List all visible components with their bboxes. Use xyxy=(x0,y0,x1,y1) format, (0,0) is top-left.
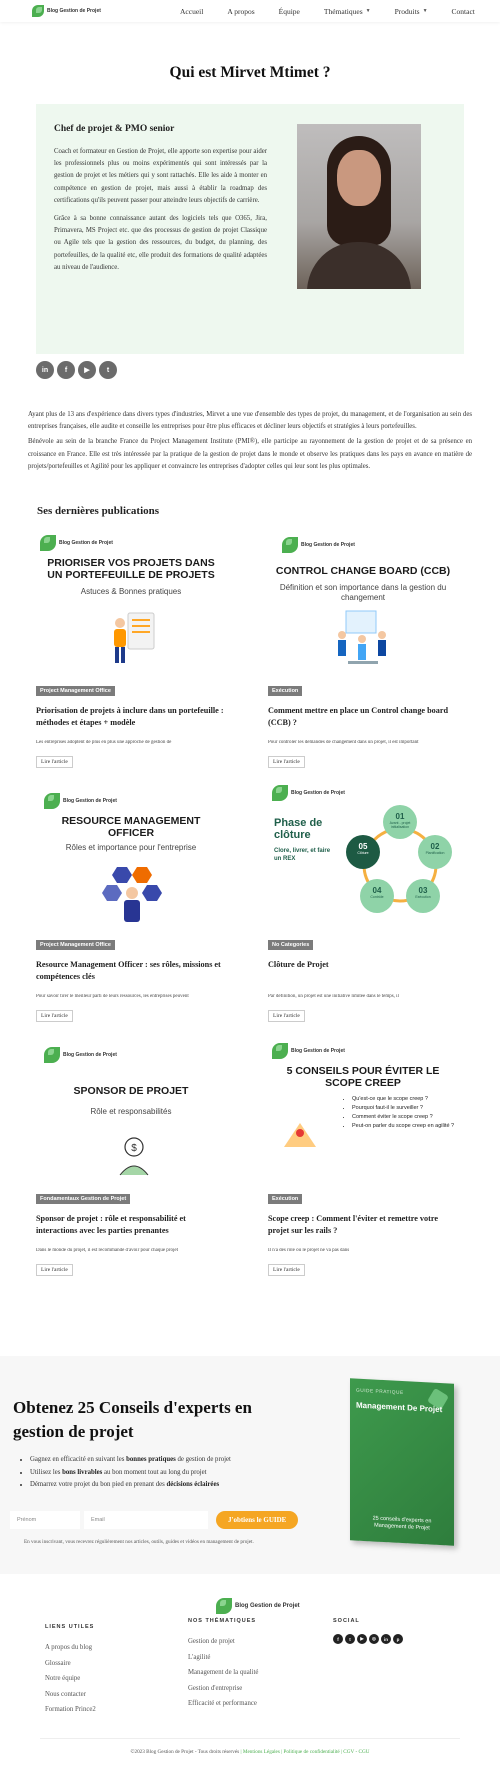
site-footer xyxy=(0,1574,500,1779)
get-guide-button[interactable]: J'obtiens le GUIDE xyxy=(216,1511,298,1529)
profile-photo xyxy=(297,124,421,289)
thumb-checklist-item: • Comment éviter le scope creep ? xyxy=(352,1113,454,1122)
benefit-highlight: bonnes pratiques xyxy=(126,1456,176,1463)
thumb-checklist xyxy=(344,1095,454,1131)
benefit-text: Utilisez les xyxy=(30,1468,63,1476)
category-badge[interactable]: Project Management Office xyxy=(36,686,115,696)
nav-label: Produits xyxy=(394,6,420,16)
article-excerpt: Dans le monde du projet, il est recommandé d'avoir pour chaque projet xyxy=(36,1248,178,1254)
email-field[interactable]: Email xyxy=(84,1511,208,1529)
read-article-button[interactable]: Lire l'article xyxy=(268,1264,305,1276)
article-thumbnail[interactable] xyxy=(268,1039,458,1187)
benefit-highlight: bons livrables xyxy=(62,1468,103,1476)
leaf-logo-icon xyxy=(44,1047,60,1063)
benefit-highlight: décisions éclairées xyxy=(166,1481,220,1488)
site-logo[interactable] xyxy=(32,5,150,17)
dart-target-icon xyxy=(280,1111,320,1151)
nav-label: Équipe xyxy=(278,6,300,16)
footer-link[interactable]: Management de la qualité xyxy=(188,1669,259,1676)
nav-label: A propos xyxy=(227,6,255,16)
article-title[interactable]: Scope creep : Comment l'éviter et remettre votre projet sur les rails ? xyxy=(268,1214,438,1235)
thumb-logo-text: Blog Gestion de Projet xyxy=(291,790,345,797)
footer-link[interactable]: Glossaire xyxy=(45,1659,71,1667)
benefit-item xyxy=(30,1454,231,1467)
cycle-node-number: 04 xyxy=(372,886,382,896)
footer-link[interactable]: Efficacité et performance xyxy=(188,1700,257,1707)
article-thumbnail[interactable] xyxy=(268,531,458,679)
book-subtitle: 25 conseils d'experts en Management de Projet xyxy=(372,1515,432,1532)
bio-paragraph: Coach et formateur en Gestion de Projet, elle apporte son expertise pour aider les professionnels plus ou moins expérimentés qui sont intéressés par la gestion de projet et les métiers qui y sont rattachés. Elle les aide à monter en compétence en gestion de projet, mais aussi à établir la roadmap des certifications qu'ils peuvent passer pour atteindre leurs objectifs de carrière. xyxy=(54,148,267,204)
read-article-button[interactable]: Lire l'article xyxy=(36,1010,73,1022)
cycle-node-number: 02 xyxy=(430,842,440,852)
cycle-node-label: Planification xyxy=(425,851,445,856)
nav-label: Thématiques xyxy=(323,6,363,16)
thumb-subtitle: Rôle et responsabilités xyxy=(90,1107,172,1117)
profile-card xyxy=(36,104,464,354)
site-header xyxy=(0,0,500,22)
nav-thematiques[interactable] xyxy=(312,7,383,16)
thumb-subtitle: Rôles et importance pour l'entreprise xyxy=(65,843,197,853)
article-card xyxy=(268,531,458,771)
footer-useful-links xyxy=(45,1624,96,1718)
thumb-subtitle: Définition et son importance dans la gestion du changement xyxy=(279,583,447,603)
about-paragraph: Bénévole au sein de la branche France du Project Management Institute (PMI®), elle participe au rayonnement de la gestion de projet et de sa présence en croissance en France. Elle est très intéressée par la pratique de la gestion de projet dans le monde et observe les pratiques dans les pays en avance en matière de projets/portefeuilles et Agilité pour les appliquer et convaincre les entreprises d'adopter celles qui leur sont les plus optimales. xyxy=(28,438,472,470)
thumb-checklist-item: • Qu'est-ce que le scope creep ? xyxy=(352,1095,454,1104)
leaf-logo-icon xyxy=(40,535,56,551)
youtube-icon[interactable]: ▶ xyxy=(78,361,96,379)
article-thumbnail[interactable] xyxy=(36,1039,226,1187)
benefit-text: de gestion de projet xyxy=(175,1456,231,1463)
footer-link[interactable]: Gestion de projet xyxy=(188,1638,235,1645)
profile-role: Chef de projet & PMO senior xyxy=(54,124,175,134)
page-title: Qui est Mirvet Mtimet ? xyxy=(169,64,331,81)
thumb-logo-text: Blog Gestion de Projet xyxy=(63,798,117,805)
article-excerpt: Par définition, un projet est une initiative limitée dans le temps, il xyxy=(268,994,399,1000)
newsletter-benefits xyxy=(30,1454,231,1492)
thumb-logo-text: Blog Gestion de Projet xyxy=(59,540,113,547)
footer-social-icons xyxy=(333,1634,403,1644)
sponsor-money-illustration xyxy=(114,1135,154,1181)
category-badge[interactable]: Exécution xyxy=(268,1194,302,1204)
article-thumbnail[interactable] xyxy=(268,785,458,933)
publications-grid xyxy=(36,531,466,1279)
nav-equipe[interactable] xyxy=(267,7,312,16)
facebook-icon[interactable]: f xyxy=(333,1634,343,1644)
article-card xyxy=(36,1039,226,1279)
article-title[interactable]: Comment mettre en place un Control change board (CCB) ? xyxy=(268,706,449,727)
footer-topics xyxy=(188,1618,258,1712)
resource-hexagons-illustration xyxy=(102,865,162,927)
thumb-subtitle: Astuces & Bonnes pratiques xyxy=(80,587,182,597)
cycle-node-number: 05 xyxy=(358,842,368,852)
article-excerpt: Pour savoir tirer le meilleur parti de leurs ressources, les entreprises peuvent xyxy=(36,994,189,1000)
cycle-node xyxy=(406,879,440,913)
benefit-text: Démarrez votre projet du bon pied en prenant des xyxy=(30,1481,167,1488)
person-clipboard-illustration xyxy=(108,605,156,669)
cycle-node-label: Clôture xyxy=(357,851,369,856)
thumb-title: Phase de clôture xyxy=(274,817,323,842)
newsletter-title: Obtenez 25 Conseils d'experts en gestion de projet xyxy=(13,1398,252,1441)
cycle-node-label: Avant - projet initialisation xyxy=(389,821,411,830)
about-paragraph: Ayant plus de 13 ans d'expérience dans divers types d'industries, Mirvet a une vue d'ensemble des types de projet, du management, et de l'organisation au sein des entreprises françaises, elle audite et conseille les entreprises pour être plus efficaces et décliner leurs objectifs et stratégies à leurs portefeuilles. xyxy=(28,411,472,431)
nav-label: Contact xyxy=(451,6,475,16)
about-section xyxy=(28,409,472,473)
article-thumbnail[interactable] xyxy=(36,531,226,679)
read-article-button[interactable]: Lire l'article xyxy=(36,1264,73,1276)
cycle-node-label: Exécution xyxy=(415,895,431,900)
logo-text: Blog Gestion de Projet xyxy=(47,8,101,14)
book-label: GUIDE PRATIQUE xyxy=(356,1388,404,1397)
first-name-field[interactable]: Prénom xyxy=(10,1511,80,1529)
legal-links[interactable]: | Mentions Légales | Politique de confidentialité | CGV - CGU xyxy=(240,1749,370,1755)
leaf-logo-icon xyxy=(44,793,60,809)
category-badge[interactable]: Fondamentaux Gestion de Projet xyxy=(36,1194,130,1204)
cycle-node-number: 01 xyxy=(395,812,405,822)
thumb-title: PRIORISER VOS PROJETS DANS UN PORTEFEUILLE DE PROJETS xyxy=(47,557,215,582)
publications-heading: Ses dernières publications xyxy=(37,505,160,518)
leaf-logo-icon xyxy=(32,5,44,17)
team-board-illustration xyxy=(328,605,398,669)
thumb-subtitle: Clore, livrer, et faire un REX xyxy=(274,848,331,863)
pinterest-icon[interactable]: p xyxy=(393,1634,403,1644)
logo-text: Blog Gestion de Projet xyxy=(235,1603,300,1609)
article-excerpt: Pour contrôler les demandes de changement dans un projet, il est important xyxy=(268,740,419,746)
profile-bio xyxy=(54,146,267,274)
profile-social-links xyxy=(36,361,500,379)
footer-heading: SOCIAL xyxy=(333,1618,360,1624)
cycle-node-label: Contrôle xyxy=(370,895,384,900)
cycle-node-number: 03 xyxy=(418,886,428,896)
footer-heading: NOS THÉMATIQUES xyxy=(188,1618,257,1624)
nav-label: Accueil xyxy=(180,6,204,16)
youtube-icon[interactable]: ▶ xyxy=(357,1634,367,1644)
book-title: Management De Projet xyxy=(356,1400,443,1415)
nav-accueil[interactable] xyxy=(168,7,215,16)
category-badge[interactable]: Project Management Office xyxy=(36,940,115,950)
cycle-node xyxy=(383,805,417,839)
newsletter-section xyxy=(0,1356,500,1574)
thumb-title: SPONSOR DE PROJET xyxy=(73,1085,189,1098)
read-article-button[interactable]: Lire l'article xyxy=(36,756,73,768)
leaf-logo-icon xyxy=(282,537,298,553)
nav-contact[interactable] xyxy=(440,7,487,16)
main-nav xyxy=(168,7,487,16)
article-card xyxy=(268,785,458,1025)
newsletter-form xyxy=(10,1511,298,1529)
article-title[interactable]: Clôture de Projet xyxy=(268,960,329,970)
bio-paragraph: Grâce à sa bonne connaissance autant des logiciels tels que O365, Jira, Primavera, MS Project etc. que des processus de gestion de projet Classique ou Agile tels que la gestion des ressources, du budget, du planning, des portefeuilles, de la qualité etc, elle produit des formations de qualité adaptées au niveau de l'audience. xyxy=(54,215,267,271)
thumb-logo-text: Blog Gestion de Projet xyxy=(63,1052,117,1059)
footer-link[interactable]: A propos du blog xyxy=(45,1644,93,1651)
footer-link[interactable]: Gestion d'entreprise xyxy=(188,1684,243,1692)
footer-link[interactable]: L'agilité xyxy=(188,1653,211,1661)
twitter-icon[interactable]: t xyxy=(345,1634,355,1644)
leaf-logo-icon xyxy=(272,785,288,801)
category-badge[interactable]: Exécution xyxy=(268,686,302,696)
thumb-logo-text: Blog Gestion de Projet xyxy=(291,1048,345,1055)
cycle-node xyxy=(360,879,394,913)
read-article-button[interactable]: Lire l'article xyxy=(268,1010,305,1022)
thumb-logo-text: Blog Gestion de Projet xyxy=(301,542,355,549)
article-title[interactable]: Sponsor de projet : rôle et responsabilité et interactions avec les parties prenantes xyxy=(36,1214,186,1235)
article-excerpt: Il n'a des rôle où le projet ne va pas dans xyxy=(268,1248,350,1254)
thumb-title: 5 CONSEILS POUR ÉVITER LE SCOPE CREEP xyxy=(286,1065,440,1090)
facebook-icon[interactable]: f xyxy=(57,361,75,379)
copyright-text: ©2023 Blog Gestion de Projet - Tous droits réservés xyxy=(130,1749,240,1755)
cycle-node xyxy=(346,835,380,869)
newsletter-note: En vous inscrivant, vous recevrez régulièrement nos articles, outils, guides et vidéos en management de projet. xyxy=(24,1539,254,1545)
article-title[interactable]: Priorisation de projets à inclure dans un portefeuille : méthodes et étapes + modèle xyxy=(36,706,224,727)
footer-bottom-bar xyxy=(40,1738,460,1755)
footer-link[interactable]: Formation Prince2 xyxy=(45,1706,96,1713)
category-badge[interactable]: No Categories xyxy=(268,940,313,950)
benefit-item xyxy=(30,1479,231,1492)
thumb-checklist-item: • Pourquoi faut-il le surveiller ? xyxy=(352,1104,454,1113)
article-card xyxy=(268,1039,458,1279)
leaf-logo-icon xyxy=(272,1043,288,1059)
thumb-checklist-item: • Peut-on parler du scope creep en agilité ? xyxy=(352,1122,454,1131)
cycle-node xyxy=(418,835,452,869)
article-title[interactable]: Resource Management Officer : ses rôles, missions et compétences clés xyxy=(36,960,221,981)
footer-link[interactable]: Notre équipe xyxy=(45,1675,81,1682)
thumb-title: CONTROL CHANGE BOARD (CCB) xyxy=(275,565,451,578)
footer-link[interactable]: Nous contacter xyxy=(45,1690,86,1698)
thumb-title: RESOURCE MANAGEMENT OFFICER xyxy=(61,815,201,840)
chevron-down-icon: ▼ xyxy=(422,8,428,14)
twitter-icon[interactable]: t xyxy=(99,361,117,379)
linkedin-icon[interactable]: in xyxy=(36,361,54,379)
article-thumbnail[interactable] xyxy=(36,785,226,933)
guide-book-cover xyxy=(350,1378,454,1545)
benefit-text: Gagnez en efficacité en suivant les xyxy=(30,1456,127,1463)
article-card xyxy=(36,785,226,1025)
article-card xyxy=(36,531,226,771)
svg-text:$: $ xyxy=(131,1143,137,1155)
instagram-icon[interactable]: ◎ xyxy=(369,1634,379,1644)
nav-a-propos[interactable] xyxy=(215,7,266,16)
footer-social xyxy=(333,1618,403,1644)
benefit-text: au bon moment tout au long du projet xyxy=(102,1468,207,1476)
linkedin-icon[interactable]: in xyxy=(381,1634,391,1644)
benefit-item xyxy=(30,1467,231,1480)
article-excerpt: Les entreprises adoptent de plus en plus une approche de gestion de xyxy=(36,740,172,746)
nav-produits[interactable] xyxy=(383,7,440,16)
footer-logo[interactable] xyxy=(216,1598,334,1614)
leaf-logo-icon xyxy=(216,1598,232,1614)
chevron-down-icon: ▼ xyxy=(365,8,371,14)
read-article-button[interactable]: Lire l'article xyxy=(268,756,305,768)
footer-heading: LIENS UTILES xyxy=(45,1624,95,1630)
